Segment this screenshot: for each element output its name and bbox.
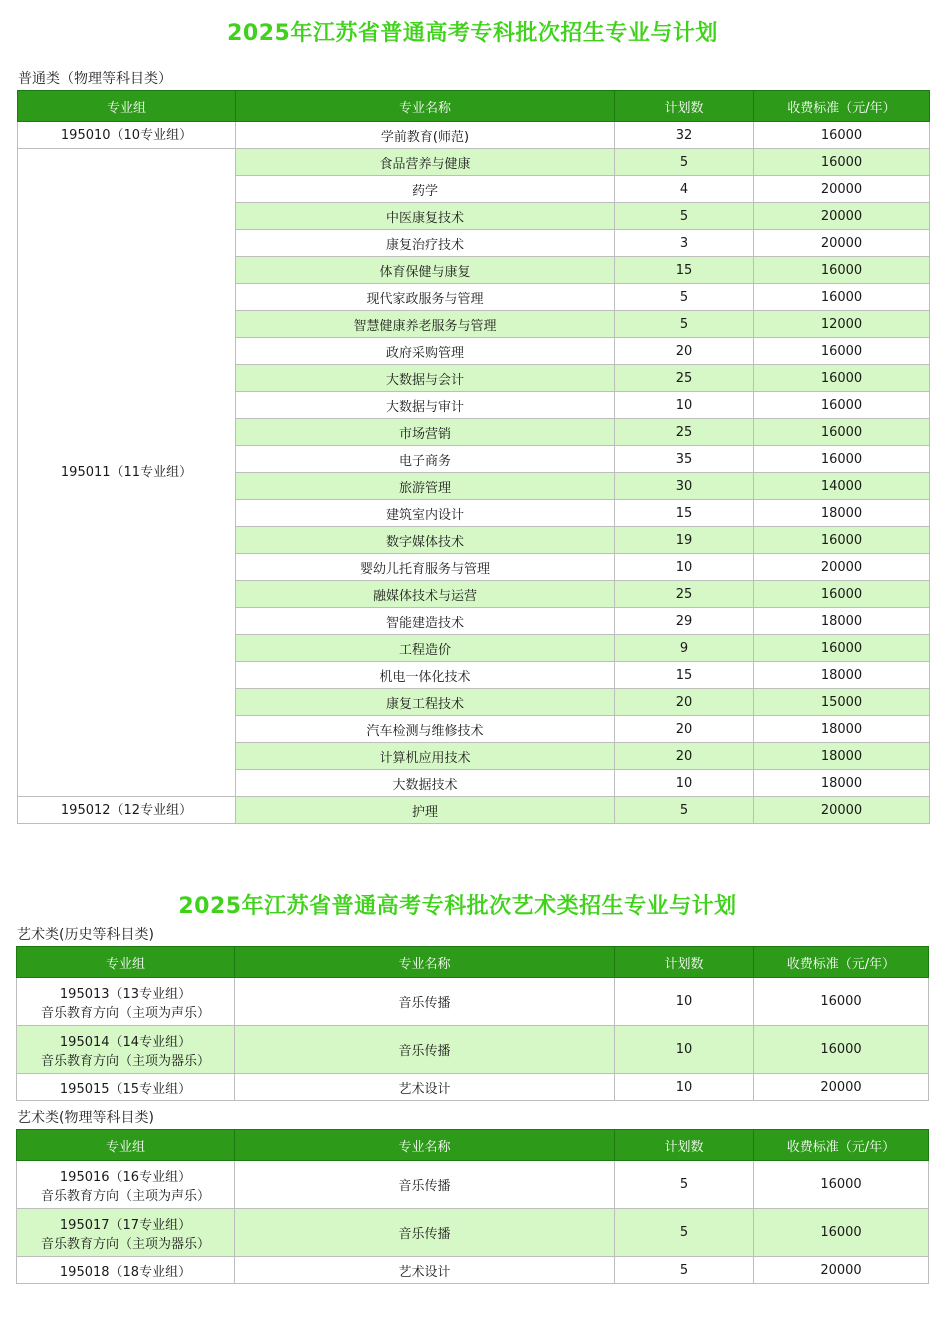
- table-row: [18, 122, 930, 149]
- general-plan-body: [18, 122, 930, 824]
- major-cell: 音乐传播: [235, 1209, 615, 1257]
- plan-cell: 20: [615, 743, 754, 770]
- table-row: [17, 1257, 929, 1284]
- plan-cell: 25: [615, 581, 754, 608]
- plan-cell: 35: [615, 446, 754, 473]
- art-history-plan-table: [16, 946, 929, 1101]
- table-header-row: [17, 947, 929, 978]
- fee-cell: 14000: [754, 473, 930, 500]
- plan-cell: 10: [615, 554, 754, 581]
- major-cell: 康复工程技术: [236, 689, 615, 716]
- major-cell: 智能建造技术: [236, 608, 615, 635]
- art-physics-plan-body: [17, 1161, 929, 1284]
- fee-cell: 16000: [754, 635, 930, 662]
- group-code: 195013（13专业组）: [59, 986, 192, 1002]
- table-row: [17, 1026, 929, 1074]
- plan-cell: 10: [615, 392, 754, 419]
- plan-cell: 3: [615, 230, 754, 257]
- fee-cell: 16000: [754, 392, 930, 419]
- group-cell: 195010（10专业组）: [18, 122, 236, 149]
- plan-cell: 20: [615, 689, 754, 716]
- fee-cell: 20000: [754, 797, 930, 824]
- major-cell: 大数据与审计: [236, 392, 615, 419]
- fee-cell: 20000: [754, 1257, 929, 1284]
- plan-cell: 5: [615, 1161, 754, 1209]
- major-cell: 康复治疗技术: [236, 230, 615, 257]
- group-code: 195015（15专业组）: [59, 1081, 192, 1097]
- plan-cell: 9: [615, 635, 754, 662]
- plan-cell: 10: [615, 1026, 754, 1074]
- fee-cell: 18000: [754, 770, 930, 797]
- major-cell: 学前教育(师范): [236, 122, 615, 149]
- group-code: 195017（17专业组）: [59, 1217, 192, 1233]
- header-plan: 计划数: [615, 947, 754, 978]
- table-row: [17, 978, 929, 1026]
- header-major: 专业名称: [235, 1130, 615, 1161]
- group-cell: 195012（12专业组）: [18, 797, 236, 824]
- group-note: 音乐教育方向（主项为声乐）: [40, 1188, 210, 1204]
- major-cell: 音乐传播: [235, 1026, 615, 1074]
- major-cell: 汽车检测与维修技术: [236, 716, 615, 743]
- major-cell: 机电一体化技术: [236, 662, 615, 689]
- major-cell: 中医康复技术: [236, 203, 615, 230]
- major-cell: 计算机应用技术: [236, 743, 615, 770]
- plan-cell: 25: [615, 365, 754, 392]
- fee-cell: 16000: [754, 1161, 929, 1209]
- fee-cell: 18000: [754, 716, 930, 743]
- art-history-category-label: 艺术类(历史等科目类): [17, 927, 154, 943]
- fee-cell: 20000: [754, 203, 930, 230]
- fee-cell: 20000: [754, 230, 930, 257]
- group-cell: [17, 1074, 235, 1101]
- major-cell: 音乐传播: [235, 1161, 615, 1209]
- header-fee: 收费标准（元/年）: [754, 947, 929, 978]
- header-major: 专业名称: [235, 947, 615, 978]
- fee-cell: 18000: [754, 500, 930, 527]
- fee-cell: 18000: [754, 608, 930, 635]
- group-code: 195018（18专业组）: [59, 1264, 192, 1280]
- header-group: 专业组: [17, 947, 235, 978]
- fee-cell: 16000: [754, 338, 930, 365]
- major-cell: 工程造价: [236, 635, 615, 662]
- group-code: 195014（14专业组）: [59, 1034, 192, 1050]
- major-cell: 艺术设计: [235, 1257, 615, 1284]
- plan-cell: 10: [615, 770, 754, 797]
- group-cell: [17, 1257, 235, 1284]
- general-plan-table: [17, 90, 930, 824]
- plan-cell: 5: [615, 311, 754, 338]
- major-cell: 大数据与会计: [236, 365, 615, 392]
- plan-cell: 5: [615, 149, 754, 176]
- group-note: 音乐教育方向（主项为器乐）: [40, 1236, 210, 1252]
- plan-cell: 32: [615, 122, 754, 149]
- plan-cell: 5: [615, 284, 754, 311]
- group-note: 音乐教育方向（主项为声乐）: [40, 1005, 210, 1021]
- fee-cell: 18000: [754, 743, 930, 770]
- fee-cell: 16000: [754, 1209, 929, 1257]
- plan-cell: 15: [615, 662, 754, 689]
- plan-cell: 25: [615, 419, 754, 446]
- fee-cell: 16000: [754, 257, 930, 284]
- fee-cell: 18000: [754, 662, 930, 689]
- header-plan: 计划数: [615, 1130, 754, 1161]
- header-group: 专业组: [17, 1130, 235, 1161]
- header-fee: 收费标准（元/年）: [754, 1130, 929, 1161]
- group-cell: [17, 1161, 235, 1209]
- major-cell: 婴幼儿托育服务与管理: [236, 554, 615, 581]
- group-cell: [17, 1026, 235, 1074]
- plan-cell: 29: [615, 608, 754, 635]
- plan-cell: 5: [615, 203, 754, 230]
- major-cell: 现代家政服务与管理: [236, 284, 615, 311]
- major-cell: 建筑室内设计: [236, 500, 615, 527]
- section1-title: 2025年江苏省普通高考专科批次招生专业与计划: [227, 21, 718, 46]
- table-row: [18, 149, 930, 176]
- major-cell: 市场营销: [236, 419, 615, 446]
- major-cell: 旅游管理: [236, 473, 615, 500]
- fee-cell: 12000: [754, 311, 930, 338]
- table-row: [17, 1161, 929, 1209]
- fee-cell: 16000: [754, 978, 929, 1026]
- group-cell: 195011（11专业组）: [18, 149, 236, 797]
- header-fee: 收费标准（元/年）: [754, 91, 930, 122]
- plan-cell: 4: [615, 176, 754, 203]
- plan-cell: 20: [615, 716, 754, 743]
- fee-cell: 20000: [754, 176, 930, 203]
- plan-cell: 10: [615, 1074, 754, 1101]
- plan-cell: 15: [615, 257, 754, 284]
- major-cell: 音乐传播: [235, 978, 615, 1026]
- plan-cell: 15: [615, 500, 754, 527]
- plan-cell: 5: [615, 1209, 754, 1257]
- major-cell: 融媒体技术与运营: [236, 581, 615, 608]
- major-cell: 数字媒体技术: [236, 527, 615, 554]
- plan-cell: 5: [615, 797, 754, 824]
- table-header-row: [18, 91, 930, 122]
- fee-cell: 16000: [754, 527, 930, 554]
- fee-cell: 20000: [754, 554, 930, 581]
- major-cell: 体育保健与康复: [236, 257, 615, 284]
- fee-cell: 16000: [754, 446, 930, 473]
- plan-cell: 5: [615, 1257, 754, 1284]
- group-code: 195016（16专业组）: [59, 1169, 192, 1185]
- table-row: [18, 797, 930, 824]
- group-cell: [17, 978, 235, 1026]
- major-cell: 艺术设计: [235, 1074, 615, 1101]
- fee-cell: 16000: [754, 149, 930, 176]
- fee-cell: 16000: [754, 365, 930, 392]
- group-note: 音乐教育方向（主项为器乐）: [40, 1053, 210, 1069]
- plan-cell: 20: [615, 338, 754, 365]
- section1-category-label: 普通类（物理等科目类）: [18, 71, 172, 87]
- section2-title: 2025年江苏省普通高考专科批次艺术类招生专业与计划: [178, 894, 737, 919]
- major-cell: 药学: [236, 176, 615, 203]
- art-physics-plan-table: [16, 1129, 929, 1284]
- plan-cell: 19: [615, 527, 754, 554]
- major-cell: 食品营养与健康: [236, 149, 615, 176]
- fee-cell: 15000: [754, 689, 930, 716]
- fee-cell: 16000: [754, 122, 930, 149]
- plan-cell: 30: [615, 473, 754, 500]
- major-cell: 护理: [236, 797, 615, 824]
- header-plan: 计划数: [615, 91, 754, 122]
- table-header-row: [17, 1130, 929, 1161]
- fee-cell: 20000: [754, 1074, 929, 1101]
- fee-cell: 16000: [754, 419, 930, 446]
- major-cell: 电子商务: [236, 446, 615, 473]
- major-cell: 智慧健康养老服务与管理: [236, 311, 615, 338]
- major-cell: 政府采购管理: [236, 338, 615, 365]
- table-row: [17, 1209, 929, 1257]
- art-physics-category-label: 艺术类(物理等科目类): [17, 1110, 154, 1126]
- fee-cell: 16000: [754, 284, 930, 311]
- major-cell: 大数据技术: [236, 770, 615, 797]
- group-cell: [17, 1209, 235, 1257]
- plan-cell: 10: [615, 978, 754, 1026]
- art-history-plan-body: [17, 978, 929, 1101]
- header-group: 专业组: [18, 91, 236, 122]
- header-major: 专业名称: [236, 91, 615, 122]
- table-row: [17, 1074, 929, 1101]
- fee-cell: 16000: [754, 581, 930, 608]
- fee-cell: 16000: [754, 1026, 929, 1074]
